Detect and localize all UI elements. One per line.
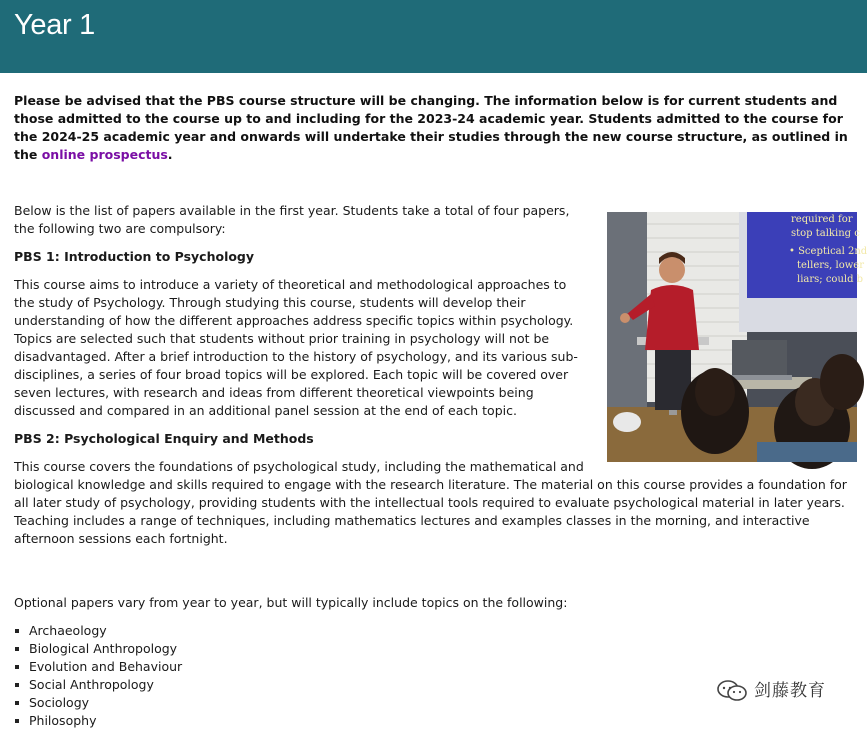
notice-end: . [167, 147, 173, 162]
main-content [14, 202, 867, 730]
pbs2-description: This course covers the foundations of psychological study, including the mathematical and biological knowledge and skills required to engage with the research literature. The material on this course provides a foundation for all later study of psychology, providing students with the intellectual tools required to evaluate psychological material in later years. Teaching includes a range of techniques, including mathematics lectures and examples classes in the morning, and interactive afternoon sessions each fortnight. [14, 459, 847, 546]
list-item: Social Anthropology [14, 676, 857, 694]
wechat-icon [716, 679, 748, 703]
intro-text: Below is the list of papers available in the first year. Students take a total of four papers, the following two are compulsory: [14, 203, 570, 236]
pbs1-heading: PBS 1: Introduction to Psychology [14, 249, 255, 264]
slide-line-2: stop talking c [791, 228, 860, 239]
online-prospectus-link[interactable]: online prospectus [41, 147, 168, 162]
slide-line-4: tellers, lower [797, 260, 864, 271]
watermark-text: 剑藤教育 [754, 681, 826, 701]
course-change-notice [14, 92, 854, 164]
slide-line-3: • Sceptical 2nd [789, 246, 867, 257]
notice-text: Please be advised that the PBS course structure will be changing. The information below is for current students and those admitted to the course up to and including for the 2023-24 academic year. Students admitted to the course for the 2024-25 academic year and onwards will undertake their studies through the new course structure, as outlined in the [14, 93, 848, 162]
list-item: Evolution and Behaviour [14, 658, 857, 676]
pbs1-description: This course aims to introduce a variety of theoretical and methodological approaches to the study of Psychology. Through studying this course, students will develop their understanding of how the different approaches address specific topics within psychology. Topics are selected such that students without prior training in psychology will not be disadvantaged. After a brief introduction to the history of psychology, and its various sub-disciplines, a series of four broad topics will be explored. Each topic will be covered over seven lectures, with research and ideas from different theoretical viewpoints being discussed and compared in an additional panel session at the end of each topic. [14, 277, 578, 418]
list-item: Sociology [14, 694, 857, 712]
slide-line-5: liars; could b [797, 274, 864, 285]
watermark [716, 678, 851, 704]
lecture-photo-image [607, 212, 867, 462]
optional-intro: Optional papers vary from year to year, but will typically include topics on the following: [14, 595, 568, 610]
optional-papers-list [14, 622, 857, 730]
slide-line-1: required for [791, 214, 853, 225]
list-item: Philosophy [14, 712, 857, 730]
lecture-photo [607, 212, 867, 462]
page-header [0, 0, 867, 73]
page-title: Year 1 [14, 9, 95, 41]
list-item: Biological Anthropology [14, 640, 857, 658]
list-item: Archaeology [14, 622, 857, 640]
pbs2-heading: PBS 2: Psychological Enquiry and Methods [14, 431, 314, 446]
